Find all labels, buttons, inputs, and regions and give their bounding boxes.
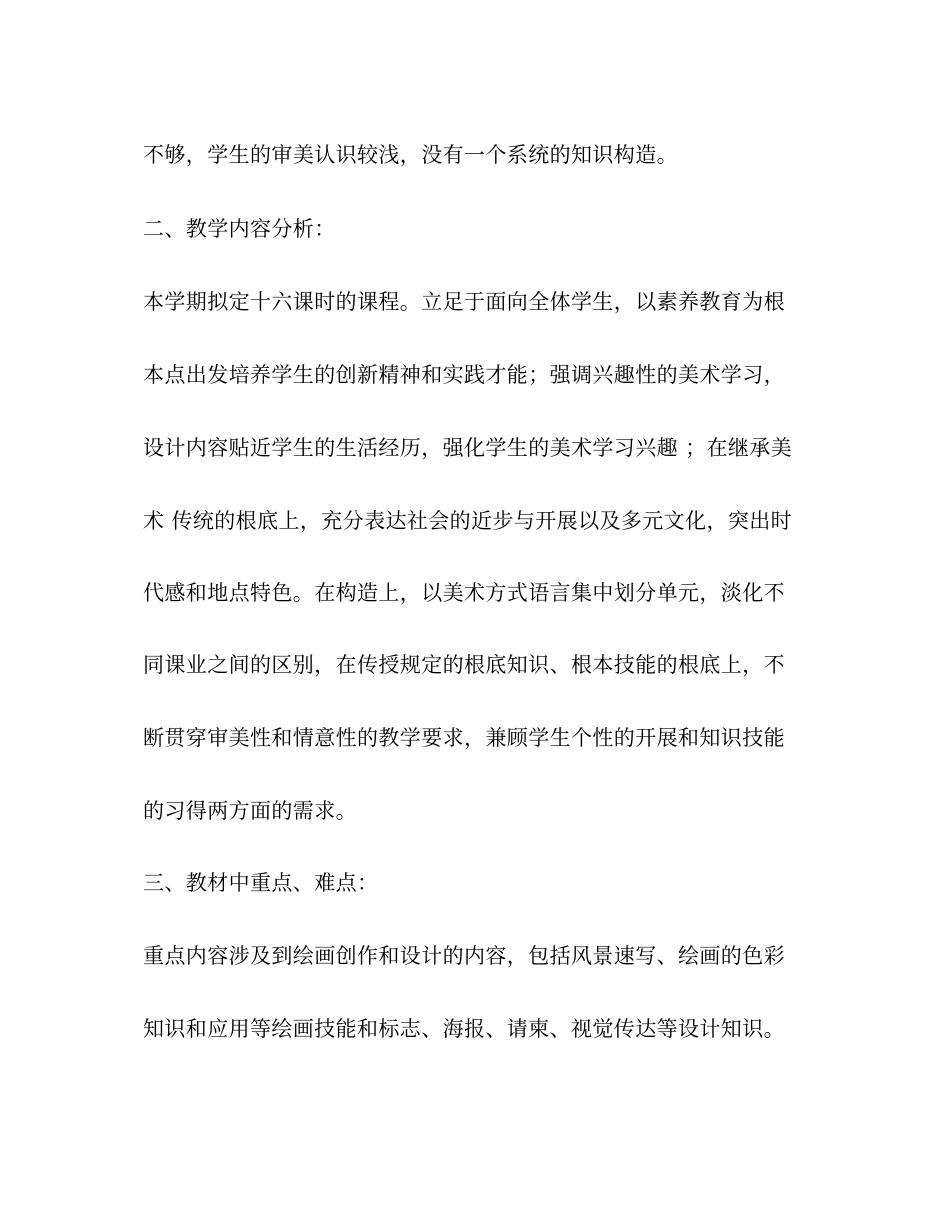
section-heading-key-points: 三、教材中重点、难点：	[143, 871, 379, 895]
paragraph-line: 本点出发培养学生的创新精神和实践才能；强调兴趣性的美术学习，	[143, 363, 785, 387]
paragraph-line: 设计内容贴近学生的生活经历，强化学生的美术学习兴趣 ；在继承美	[143, 436, 793, 460]
paragraph-line: 代感和地点特色。在构造上，以美术方式语言集中划分单元，淡化不	[143, 581, 785, 605]
paragraph-line: 断贯穿审美性和情意性的教学要求，兼顾学生个性的开展和知识技能	[143, 726, 785, 750]
paragraph-line: 重点内容涉及到绘画创作和设计的内容，包括风景速写、绘画的色彩	[143, 944, 785, 968]
paragraph-line: 同课业之间的区别，在传授规定的根底知识、根本技能的根底上，不	[143, 653, 785, 677]
paragraph-line: 术 传统的根底上，充分表达社会的近步与开展以及多元文化，突出时	[143, 509, 793, 533]
paragraph-line: 不够，学生的审美认识较浅，没有一个系统的知识构造。	[143, 143, 678, 167]
paragraph-line: 的习得两方面的需求。	[143, 799, 357, 823]
paragraph-line: 知识和应用等绘画技能和标志、海报、请柬、视觉传达等设计知识。	[143, 1017, 785, 1041]
section-heading-teaching-content: 二、教学内容分析：	[143, 217, 336, 241]
paragraph-line: 本学期拟定十六课时的课程。立足于面向全体学生，以素养教育为根	[143, 290, 785, 314]
